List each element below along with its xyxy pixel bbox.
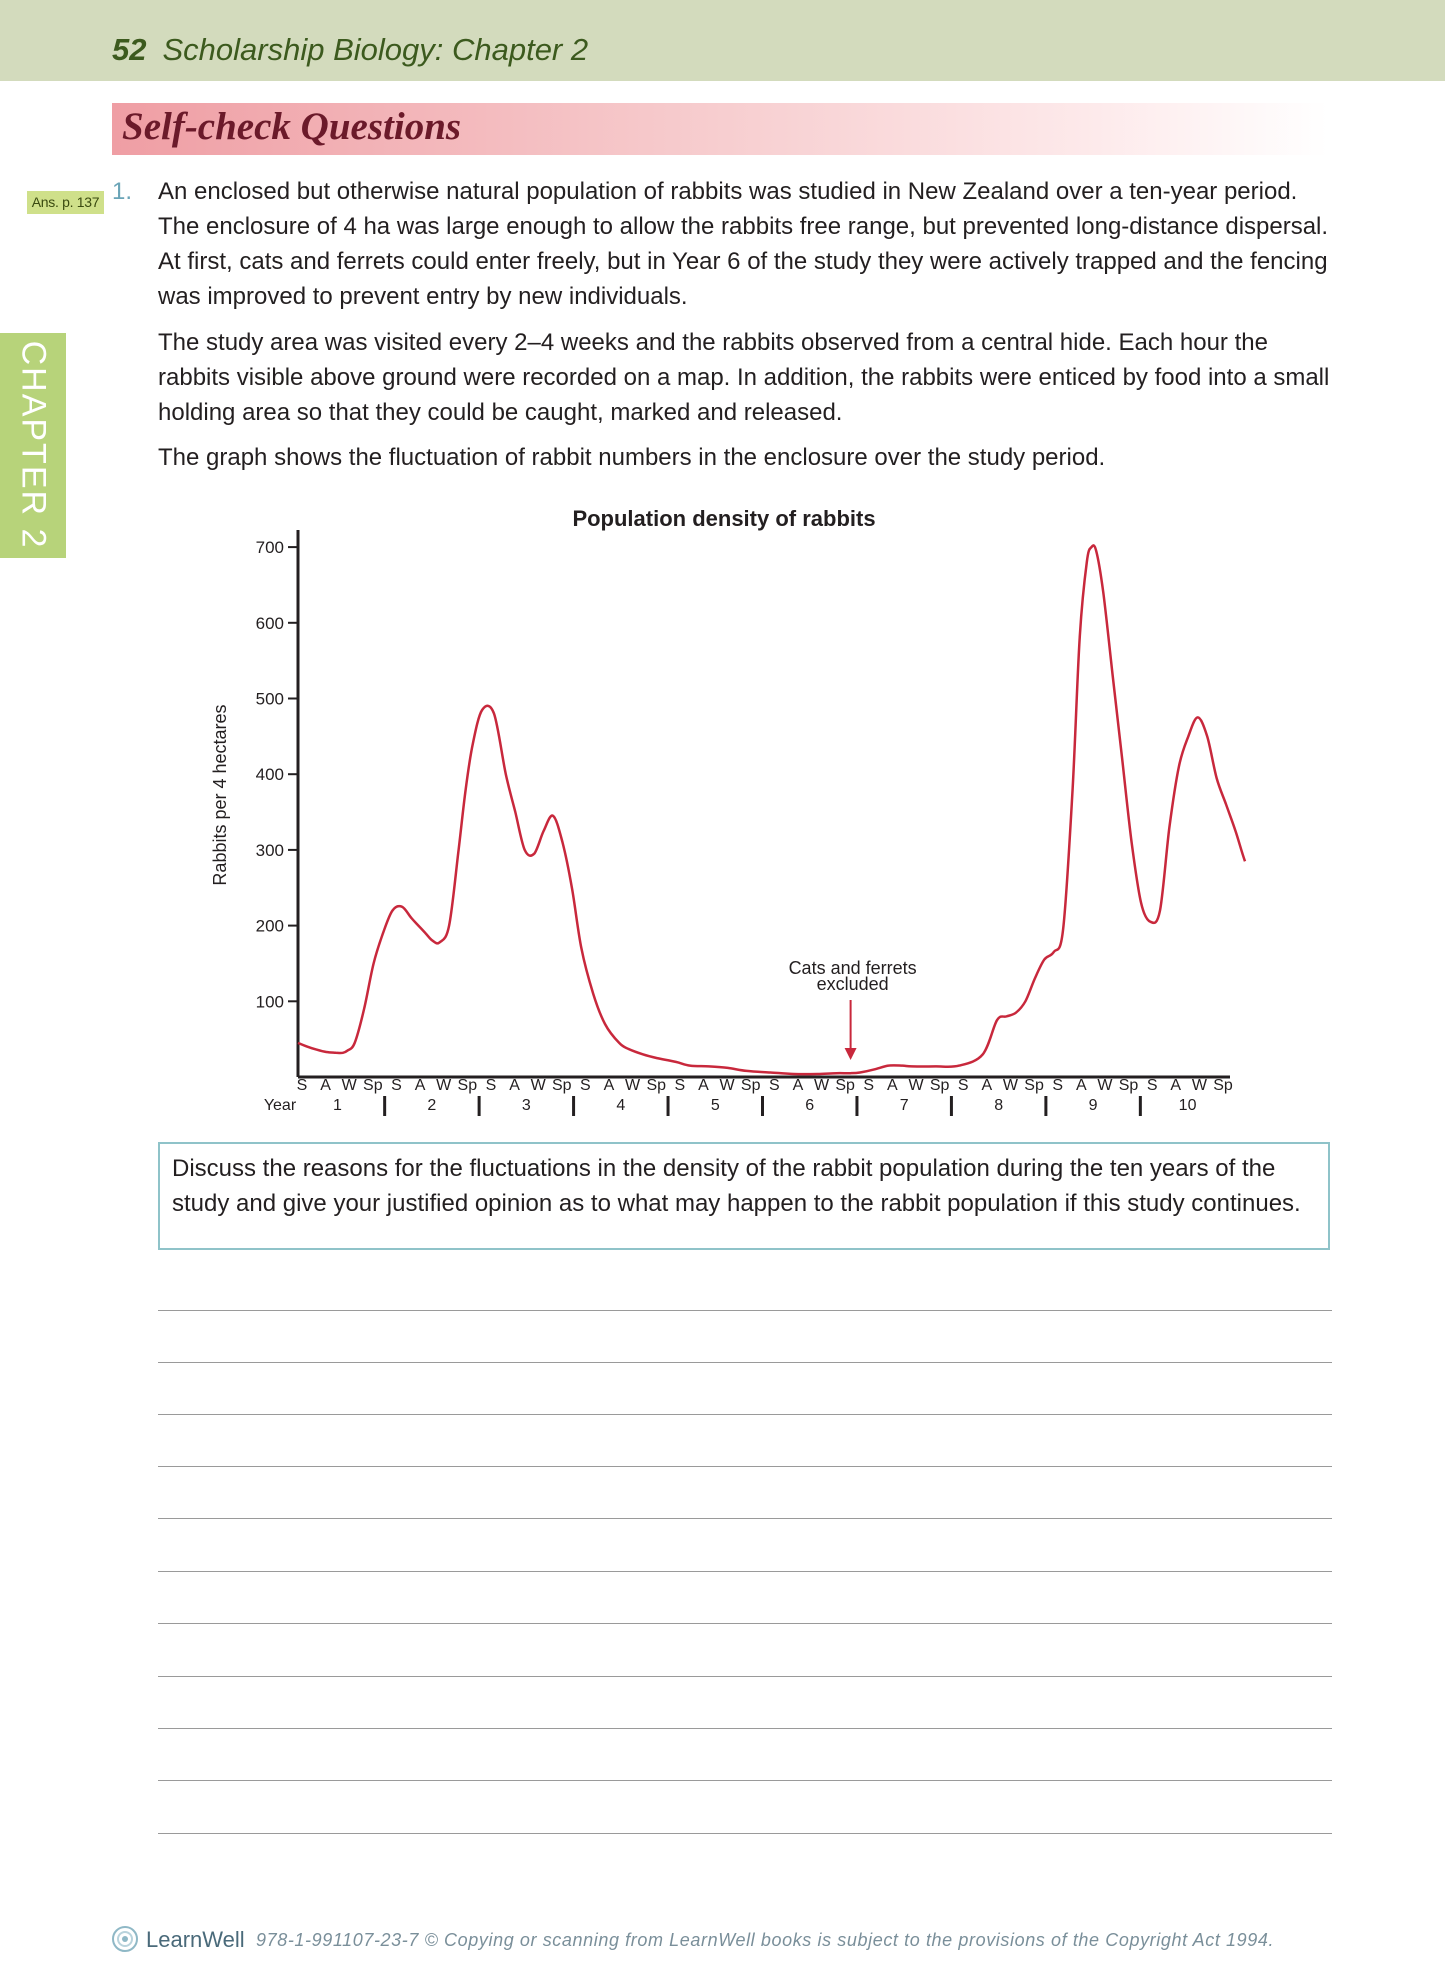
season-label: W [813, 1077, 830, 1094]
footer-copyright [256, 1930, 1274, 1951]
task-box: Discuss the reasons for the fluctuations in the density of the rabbit population during the ten years of the study and give your justified opinion as to what may happen to the rabbit population if this study continues. [158, 1142, 1330, 1250]
season-label: W [625, 1077, 641, 1094]
population-chart [0, 490, 1445, 1130]
annotation [789, 958, 917, 1060]
season-label: S [768, 1077, 780, 1094]
season-label: S [391, 1077, 402, 1094]
book-title: Scholarship Biology: Chapter 2 [162, 32, 589, 67]
year-label: 5 [710, 1097, 720, 1114]
answer-line[interactable] [158, 1310, 1332, 1311]
footer-isbn: 978-1-991107-23-7 [256, 1930, 419, 1950]
season-label: A [792, 1077, 804, 1094]
answer-line[interactable] [158, 1676, 1332, 1677]
learnwell-logo-icon [112, 1926, 138, 1952]
chapter-tab-label: CHAPTER 2 [14, 340, 53, 550]
answer-line[interactable] [158, 1780, 1332, 1781]
footer [112, 1923, 1334, 1957]
season-label: Sp [835, 1077, 855, 1094]
season-label: A [414, 1077, 426, 1094]
y-tick-label: 600 [255, 613, 284, 633]
y-tick-label: 300 [255, 840, 284, 860]
footer-brand: LearnWell [146, 1927, 245, 1952]
season-label: A [509, 1077, 520, 1094]
year-label: 2 [427, 1097, 437, 1114]
y-tick-label: 200 [255, 916, 284, 936]
season-label: W [1097, 1077, 1113, 1094]
season-label: A [887, 1077, 898, 1094]
question-paragraph: An enclosed but otherwise natural population of rabbits was studied in New Zealand over a ten-year period. The enclosure of 4 ha was large enough to allow the rabbits free range, but prevented long-distance dispersal. At first, cats and ferrets could enter freely, but in Year 6 of the study they were actively trapped and the fencing was improved to prevent entry by new individuals. [158, 178, 1329, 310]
question-number: 1. [112, 178, 133, 205]
y-tick-label: 100 [255, 992, 284, 1012]
season-label: A [1075, 1077, 1087, 1094]
season-label: W [1191, 1077, 1207, 1094]
season-label: S [296, 1077, 308, 1094]
answer-reference-tag: Ans. p. 137 [27, 191, 104, 214]
year-label: 1 [332, 1097, 342, 1114]
season-label: W [530, 1077, 546, 1094]
season-label: A [603, 1077, 615, 1094]
season-label: A [698, 1077, 709, 1094]
season-label: S [957, 1077, 969, 1094]
year-label: 6 [805, 1097, 815, 1114]
x-axis-label: Year [263, 1097, 297, 1114]
year-label: 8 [994, 1097, 1004, 1114]
season-label: W [341, 1077, 357, 1094]
series-group [298, 545, 1245, 1074]
season-label: Sp [740, 1077, 761, 1094]
y-tick-label: 400 [255, 765, 284, 785]
season-label: W [1002, 1077, 1019, 1094]
annotation-label: Cats and ferrets [788, 958, 917, 978]
year-label: 4 [616, 1097, 626, 1114]
season-label: A [1170, 1077, 1182, 1094]
season-label: Sp [363, 1077, 383, 1094]
season-label: Sp [457, 1077, 478, 1094]
page-number: 52 [112, 32, 147, 67]
answer-line[interactable] [158, 1571, 1332, 1572]
y-tick-label: 500 [255, 689, 284, 709]
chart-title: Population density of rabbits [572, 506, 876, 531]
question-paragraph: The study area was visited every 2–4 weeks and the rabbits observed from a central hide. Each hour the rabbits visible above ground were recorded on a map. In addition, the rabbits were enticed by food into a small holding area so that they could be caught, marked and released. [158, 329, 1330, 426]
answer-line[interactable] [158, 1414, 1332, 1415]
season-label: S [580, 1077, 591, 1094]
y-axis [256, 530, 298, 1077]
season-label: A [320, 1077, 331, 1094]
x-axis [264, 1077, 1233, 1116]
season-label: W [908, 1077, 924, 1094]
season-label: W [436, 1077, 452, 1094]
series-line [298, 545, 1245, 1074]
y-tick-label: 700 [255, 538, 284, 558]
year-label: 10 [1178, 1097, 1197, 1114]
season-label: Sp [1118, 1077, 1139, 1094]
answer-line[interactable] [158, 1623, 1332, 1624]
season-label: Sp [646, 1077, 667, 1094]
season-label: S [1052, 1077, 1064, 1094]
year-label: 9 [1088, 1097, 1098, 1114]
year-label: 7 [899, 1097, 909, 1114]
season-label: A [981, 1077, 993, 1094]
question-paragraph: The graph shows the fluctuation of rabbit numbers in the enclosure over the study period. [158, 444, 1106, 471]
season-label: Sp [1024, 1077, 1044, 1094]
season-label: Sp [1213, 1077, 1233, 1094]
answer-line[interactable] [158, 1833, 1332, 1834]
season-label: S [1146, 1077, 1158, 1094]
y-axis-label: Rabbits per 4 hectares [210, 704, 230, 886]
season-label: S [674, 1077, 686, 1094]
annotation-arrowhead [845, 1048, 857, 1060]
footer-notice: © Copying or scanning from LearnWell books is subject to the provisions of the Copyright Act 1994. [424, 1930, 1275, 1950]
answer-line[interactable] [158, 1466, 1332, 1467]
season-label: S [863, 1077, 875, 1094]
answer-line[interactable] [158, 1518, 1332, 1519]
section-title: Self-check Questions [122, 105, 462, 148]
season-label: Sp [929, 1077, 950, 1094]
season-label: Sp [551, 1077, 572, 1094]
answer-line[interactable] [158, 1362, 1332, 1363]
running-header [112, 32, 588, 68]
year-label: 3 [521, 1097, 531, 1114]
season-label: W [719, 1077, 735, 1094]
season-label: S [485, 1077, 497, 1094]
annotation-label: excluded [816, 974, 889, 994]
answer-line[interactable] [158, 1728, 1332, 1729]
